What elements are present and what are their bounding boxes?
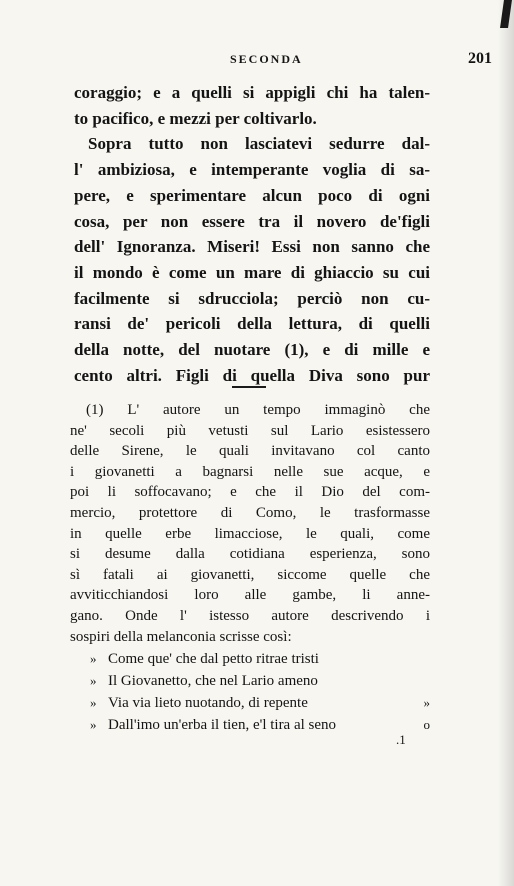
- quote-mark: »: [90, 651, 97, 666]
- catchword: .1: [396, 732, 406, 747]
- quote-mark: »: [90, 717, 97, 732]
- verse-text: Il Giovanetto, che nel Lario ameno: [108, 673, 318, 689]
- footnote-line: mercio, protettore di Como, le trasformasse: [70, 504, 430, 521]
- main-text: [74, 80, 430, 388]
- text-line: coraggio; e a quelli si appigli chi ha talen-: [74, 83, 430, 102]
- footnote-line: ne' secoli più vetusti sul Lario esistessero: [70, 422, 430, 439]
- footnote-line: sospiri della melanconia scrisse così:: [70, 628, 292, 645]
- verse-tail-mark: o: [423, 717, 430, 732]
- verse-line: [90, 692, 430, 714]
- verse-tail-mark: »: [423, 695, 430, 710]
- verse-text: Come que' che dal petto ritrae tristi: [108, 651, 319, 667]
- footnote-line: poi li soffocavano; e che il Dio del com-: [70, 484, 430, 501]
- verse-quote: [90, 648, 430, 736]
- footnote-line: gano. Onde l' istesso autore descrivendo i: [70, 607, 430, 624]
- footnote-separator: [232, 386, 266, 388]
- footnote: [70, 400, 430, 647]
- text-line: Sopra tutto non lasciatevi sedurre dal-: [88, 134, 430, 154]
- verse-line: [90, 714, 430, 736]
- text-line: ransi de' pericoli della lettura, di quelli: [74, 314, 430, 334]
- verse-line: [90, 670, 430, 692]
- verse-text: Dall'imo un'erba il tien, e'l tira al seno: [108, 717, 337, 733]
- footnote-line: delle Sirene, le quali invitavano col canto: [70, 443, 430, 460]
- text-line: to pacifico, e mezzi per coltivarlo.: [74, 108, 317, 128]
- quote-mark: »: [90, 673, 97, 688]
- footnote-line: in quelle erbe limacciose, le quali, come: [70, 525, 430, 542]
- text-line: della notte, del nuotare (1), e di mille e: [74, 340, 430, 360]
- page-edge-shadow: [498, 0, 514, 886]
- text-line: il mondo è come un mare di ghiaccio su cui: [74, 262, 430, 282]
- text-line: dell' Ignoranza. Miseri! Essi non sanno che: [74, 237, 430, 257]
- text-line: l' ambiziosa, e intemperante voglia di sa-: [74, 160, 430, 180]
- text-line: facilmente si sdrucciola; perciò non cu-: [74, 288, 430, 308]
- footnote-line: si desume dalla cotidiana esperienza, sono: [70, 546, 430, 563]
- verse-line: [90, 648, 430, 670]
- footnote-line: sì fatali ai giovanetti, siccome quelle che: [70, 566, 430, 583]
- footnote-line: (1) L' autore un tempo immaginò che: [86, 402, 430, 418]
- footnote-line: avviticchiandosi loro alle gambe, li anne-: [70, 587, 430, 604]
- text-line: cosa, per non essere tra il novero de'figli: [74, 211, 430, 231]
- footnote-line: i giovanetti a bagnarsi nelle sue acque, e: [70, 463, 430, 480]
- running-head: SECONDA: [230, 52, 303, 66]
- text-line: pere, e sperimentare alcun poco di ogni: [74, 185, 430, 205]
- text-line: cento altri. Figli di quella Diva sono pur: [74, 365, 430, 385]
- quote-mark: »: [90, 695, 97, 710]
- verse-text: Via via lieto nuotando, di repente: [108, 695, 308, 711]
- page-number: 201: [468, 50, 492, 67]
